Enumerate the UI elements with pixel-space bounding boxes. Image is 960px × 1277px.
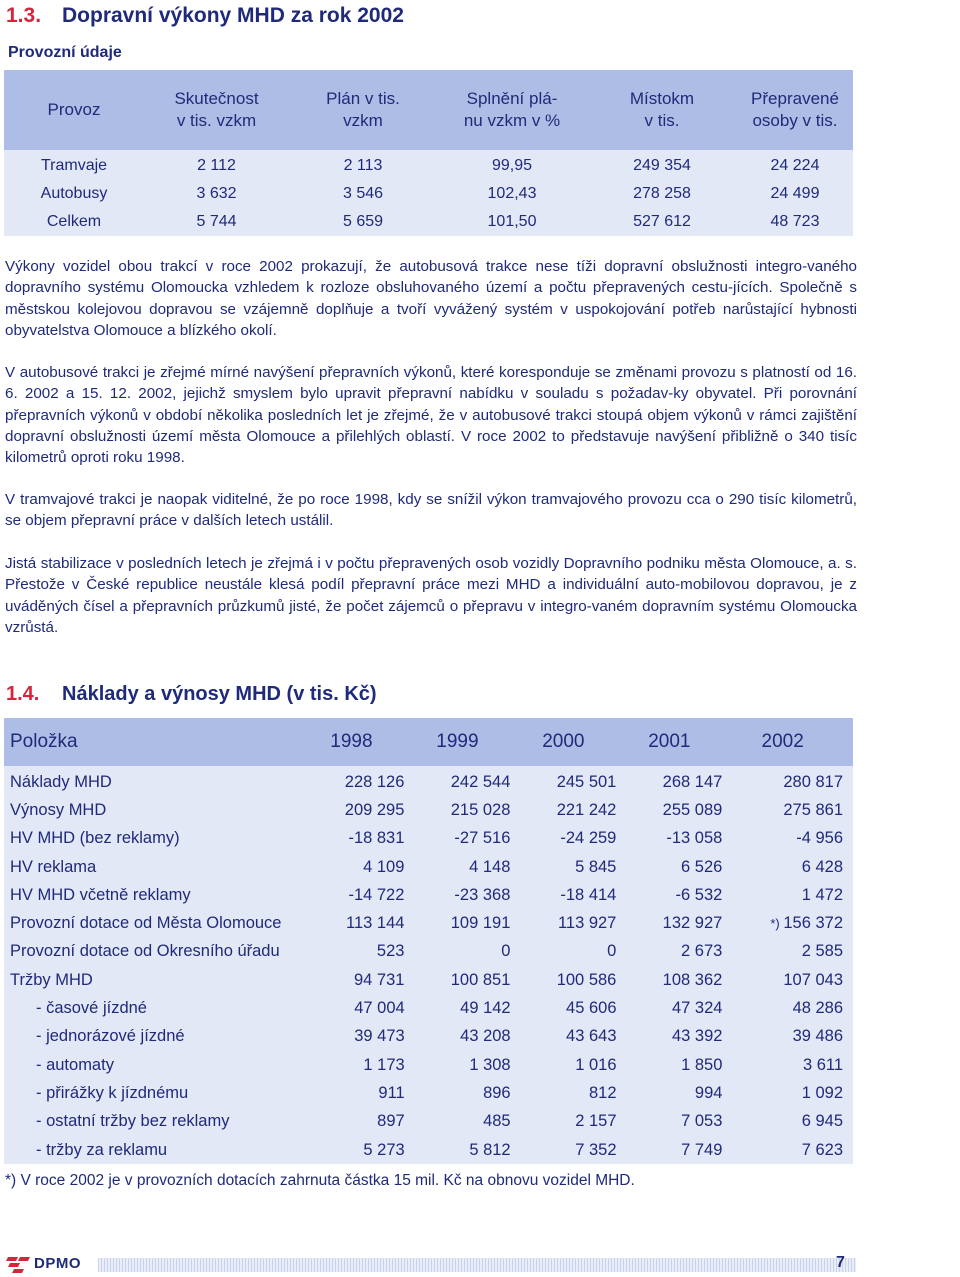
- table-header-cell: Plán v tis. vzkm: [326, 89, 400, 130]
- table-cell: 3 632: [196, 185, 237, 202]
- row-label: HV MHD (bez reklamy): [10, 829, 180, 848]
- table-cell: 1 308: [469, 1055, 511, 1074]
- table-row: [4, 152, 853, 180]
- table-cell: 5 845: [575, 857, 617, 876]
- table-cell: 45 606: [566, 999, 617, 1018]
- table-cell: Autobusy: [40, 185, 108, 202]
- section-number: 1.3.: [6, 4, 42, 27]
- table-cell: -27 516: [454, 829, 511, 848]
- table-cell: 1 472: [801, 885, 844, 904]
- table-cell: 94 731: [353, 970, 405, 989]
- operations-table-header: [4, 70, 853, 150]
- table-header-cell: Přepravené osoby v tis.: [751, 89, 839, 130]
- row-label: - časové jízdné: [36, 999, 147, 1018]
- table-cell: 7 053: [681, 1112, 723, 1131]
- table-cell: 113 927: [557, 914, 617, 933]
- table-cell: 43 392: [671, 1027, 723, 1046]
- table-cell: 527 612: [633, 213, 691, 230]
- table-cell: 5 812: [469, 1140, 511, 1159]
- row-label: - přirážky k jízdnému: [36, 1083, 189, 1102]
- table-cell: 24 224: [770, 157, 820, 174]
- table-cell: 1 850: [681, 1055, 723, 1074]
- table-cell: 0: [607, 942, 617, 961]
- table-cell: 6 945: [801, 1112, 844, 1131]
- table-cell: 994: [694, 1083, 723, 1102]
- table-cell: -14 722: [348, 885, 405, 904]
- paragraph: Jistá stabilizace v posledních letech je zřejmá i v počtu přepravených osob vozidly Dopravního podniku města Olomouce, a. s. Přestože v České republice neustále klesá podíl přepravní práce mezi MHD a individuální auto-mobilovou dopravou, je z uváděných čísel a přepravních průzkumů jisté, že počet zájemců o přepravu v integro-vaném dopravním systému Olomoucka vzrůstá.: [5, 555, 857, 636]
- table-cell: 1 173: [363, 1055, 405, 1074]
- table-cell: 0: [501, 942, 511, 961]
- table-row: [4, 994, 853, 1022]
- table-cell: 43 643: [566, 1027, 617, 1046]
- table-cell: 812: [588, 1083, 617, 1102]
- table-row: [4, 966, 853, 994]
- table-cell: 2 113: [343, 157, 383, 174]
- table-cell: 48 723: [770, 213, 820, 230]
- table-row: [4, 1079, 853, 1107]
- table-cell: 1 016: [575, 1055, 617, 1074]
- table-header-cell: 2002: [761, 731, 804, 752]
- dpmo-logo-icon: [6, 1253, 30, 1273]
- table-cell: 1 092: [801, 1083, 844, 1102]
- table-cell: 99,95: [491, 157, 533, 174]
- table-cell: 6 428: [801, 857, 844, 876]
- row-label: HV reklama: [10, 857, 97, 876]
- table-cell: 101,50: [487, 213, 537, 230]
- table-row: [4, 909, 853, 937]
- table-cell: 485: [483, 1112, 511, 1131]
- table-cell: 100 586: [556, 970, 617, 989]
- footnote: *) V roce 2002 je v provozních dotacích zahrnuta částka 15 mil. Kč na obnovu vozidel MHD.: [5, 1172, 635, 1189]
- dpmo-logo: [6, 1253, 81, 1273]
- row-label: - automaty: [36, 1055, 114, 1074]
- table-cell: 3 546: [342, 185, 384, 202]
- table-row: [4, 1023, 853, 1051]
- row-label: Náklady MHD: [10, 772, 112, 791]
- footer-band: [98, 1258, 856, 1272]
- table-header-cell: 1999: [436, 731, 479, 752]
- table-cell: 108 362: [662, 970, 723, 989]
- table-cell: 3 611: [802, 1055, 844, 1074]
- table-cell: 4 109: [363, 857, 405, 876]
- table-row: [4, 938, 853, 966]
- table-cell: 911: [378, 1083, 405, 1102]
- table-cell: 49 142: [460, 999, 511, 1018]
- table-cell: 24 499: [770, 185, 820, 202]
- table-cell: 4 148: [469, 857, 511, 876]
- section-heading-2: [6, 680, 377, 708]
- table-cell: 47 004: [354, 999, 405, 1018]
- table-cell: 209 295: [344, 800, 405, 819]
- section-number: 1.4.: [6, 682, 40, 705]
- table-header-cell: Položka: [10, 731, 78, 752]
- row-label: Provozní dotace od Města Olomouce: [10, 914, 282, 933]
- table-cell: 39 473: [354, 1027, 405, 1046]
- table-cell: 245 501: [556, 772, 617, 791]
- operations-table-body: [4, 150, 853, 236]
- table-cell: 39 486: [792, 1027, 844, 1046]
- section-heading-1: [6, 2, 404, 30]
- table-cell: 2 157: [575, 1112, 617, 1131]
- table-cell: 48 286: [792, 999, 844, 1018]
- table-cell: Tramvaje: [40, 157, 108, 174]
- table-cell: 5 744: [196, 213, 237, 230]
- table-cell: 102,43: [487, 185, 537, 202]
- row-label: - jednorázové jízdné: [36, 1027, 185, 1046]
- table-cell: 897: [377, 1112, 405, 1131]
- table-row: [4, 796, 853, 824]
- table-header-cell: Provoz: [47, 100, 101, 119]
- table-cell: 7 749: [681, 1140, 723, 1159]
- table-cell: *) 156 372: [770, 914, 844, 933]
- costs-table-header: [4, 718, 853, 766]
- table-cell: 107 043: [783, 970, 844, 989]
- table-cell: -4 956: [796, 829, 844, 848]
- table-cell: 523: [376, 942, 405, 961]
- table-header-cell: 1998: [330, 731, 373, 752]
- row-label: Provozní dotace od Okresního úřadu: [10, 942, 280, 961]
- table-cell: -18 414: [560, 885, 617, 904]
- paragraph: V tramvajové trakci je naopak viditelné, že po roce 1998, kdy se snížil výkon tramvajového provozu cca o 290 tisíc kilometrů, se objem přepravní práce v dalších letech ustálil.: [5, 491, 857, 530]
- paragraph: Výkony vozidel obou trakcí v roce 2002 prokazují, že autobusová trakce nese tíži dopravní obslužnosti integro-vaného dopravního systému Olomoucka vzhledem k rozloze obsluhovaného území a počtu přepravených cestu-jících. Společně s městskou kolejovou dopravou se vzájemně doplňuje a tvoří vyvážený systém v uspokojování potřeb narůstající hybnosti obyvatelstva Olomouce a blízkého okolí.: [5, 258, 857, 339]
- table-cell: 47 324: [671, 999, 723, 1018]
- table-cell: -18 831: [348, 829, 405, 848]
- paragraph: V autobusové trakci je zřejmé mírné navýšení přepravních výkonů, které koresponduje se změnami provozu s platností od 16. 6. 2002 a 15. 12. 2002, jejichž smyslem bylo upravit přepravní nabídku v souladu s požadav-ky obyvatel. Při porovnání přepravních výkonů v období několika posledních let je zřejmé, že v autobusové trakci stoupá objem výkonů v rámci zajištění dopravní obslužnosti území města Olomouce a přilehlých oblastí. V roce 2002 to představuje navýšení přibližně o 340 tisíc kilometrů oproti roku 1998.: [5, 364, 857, 467]
- table-cell: 2 585: [801, 942, 844, 961]
- table-cell: 7 352: [575, 1140, 617, 1159]
- table-cell: 5 273: [363, 1140, 405, 1159]
- table-cell: 268 147: [662, 772, 723, 791]
- table-row: [4, 853, 853, 881]
- table-header-cell: Splnění plá- nu vzkm v %: [463, 89, 561, 130]
- table-cell: 100 851: [450, 970, 511, 989]
- table-cell: 2 112: [197, 157, 236, 174]
- table-cell: 221 242: [556, 800, 617, 819]
- table-row: [4, 768, 853, 796]
- table-cell: 6 526: [681, 857, 723, 876]
- row-label: - tržby za reklamu: [36, 1140, 168, 1159]
- table-cell: 228 126: [344, 772, 405, 791]
- table-header-cell: Místokm v tis.: [629, 89, 695, 130]
- table-cell: -23 368: [454, 885, 511, 904]
- row-label: Výnosy MHD: [10, 800, 107, 819]
- table-header-cell: 2001: [648, 731, 691, 752]
- table-cell: Celkem: [46, 213, 102, 230]
- table-header-cell: 2000: [542, 731, 585, 752]
- table-cell: 278 258: [633, 185, 691, 202]
- table-cell: 43 208: [460, 1027, 511, 1046]
- table-cell: 132 927: [662, 914, 723, 933]
- row-label: Tržby MHD: [10, 970, 93, 989]
- table-cell: -6 532: [675, 885, 723, 904]
- table-cell: 249 354: [633, 157, 691, 174]
- logo-text: DPMO: [34, 1254, 81, 1272]
- table-cell: 280 817: [783, 772, 844, 791]
- table-header-cell: Skutečnost v tis. vzkm: [174, 89, 259, 130]
- table-row: [4, 1136, 853, 1164]
- table-row: [4, 825, 853, 853]
- table-cell: -24 259: [560, 829, 617, 848]
- table-cell: 255 089: [662, 800, 723, 819]
- footnote-marker: *): [770, 916, 784, 932]
- table-cell: 275 861: [783, 800, 844, 819]
- table-cell: 7 623: [801, 1140, 844, 1159]
- table-row: [4, 1051, 853, 1079]
- section-title: Dopravní výkony MHD za rok 2002: [62, 4, 404, 27]
- subtitle: Provozní údaje: [8, 44, 122, 61]
- table-cell: 2 673: [681, 942, 723, 961]
- table-row: [4, 208, 853, 236]
- operations-table: [4, 70, 853, 236]
- table-cell: 5 659: [342, 213, 384, 230]
- row-label: - ostatní tržby bez reklamy: [36, 1112, 230, 1131]
- table-cell: 896: [483, 1083, 511, 1102]
- page-number: 7: [836, 1254, 845, 1271]
- table-cell: 242 544: [450, 772, 511, 791]
- costs-table-body: [4, 766, 853, 1164]
- table-row: [4, 881, 853, 909]
- table-row: [4, 180, 853, 208]
- table-cell: 109 191: [450, 914, 511, 933]
- table-cell: 113 144: [346, 914, 405, 933]
- table-row: [4, 1108, 853, 1136]
- costs-revenues-table: [4, 718, 853, 1164]
- table-cell: -13 058: [666, 829, 723, 848]
- table-cell: 215 028: [450, 800, 511, 819]
- row-label: HV MHD včetně reklamy: [10, 885, 191, 904]
- section-title: Náklady a výnosy MHD (v tis. Kč): [62, 682, 377, 705]
